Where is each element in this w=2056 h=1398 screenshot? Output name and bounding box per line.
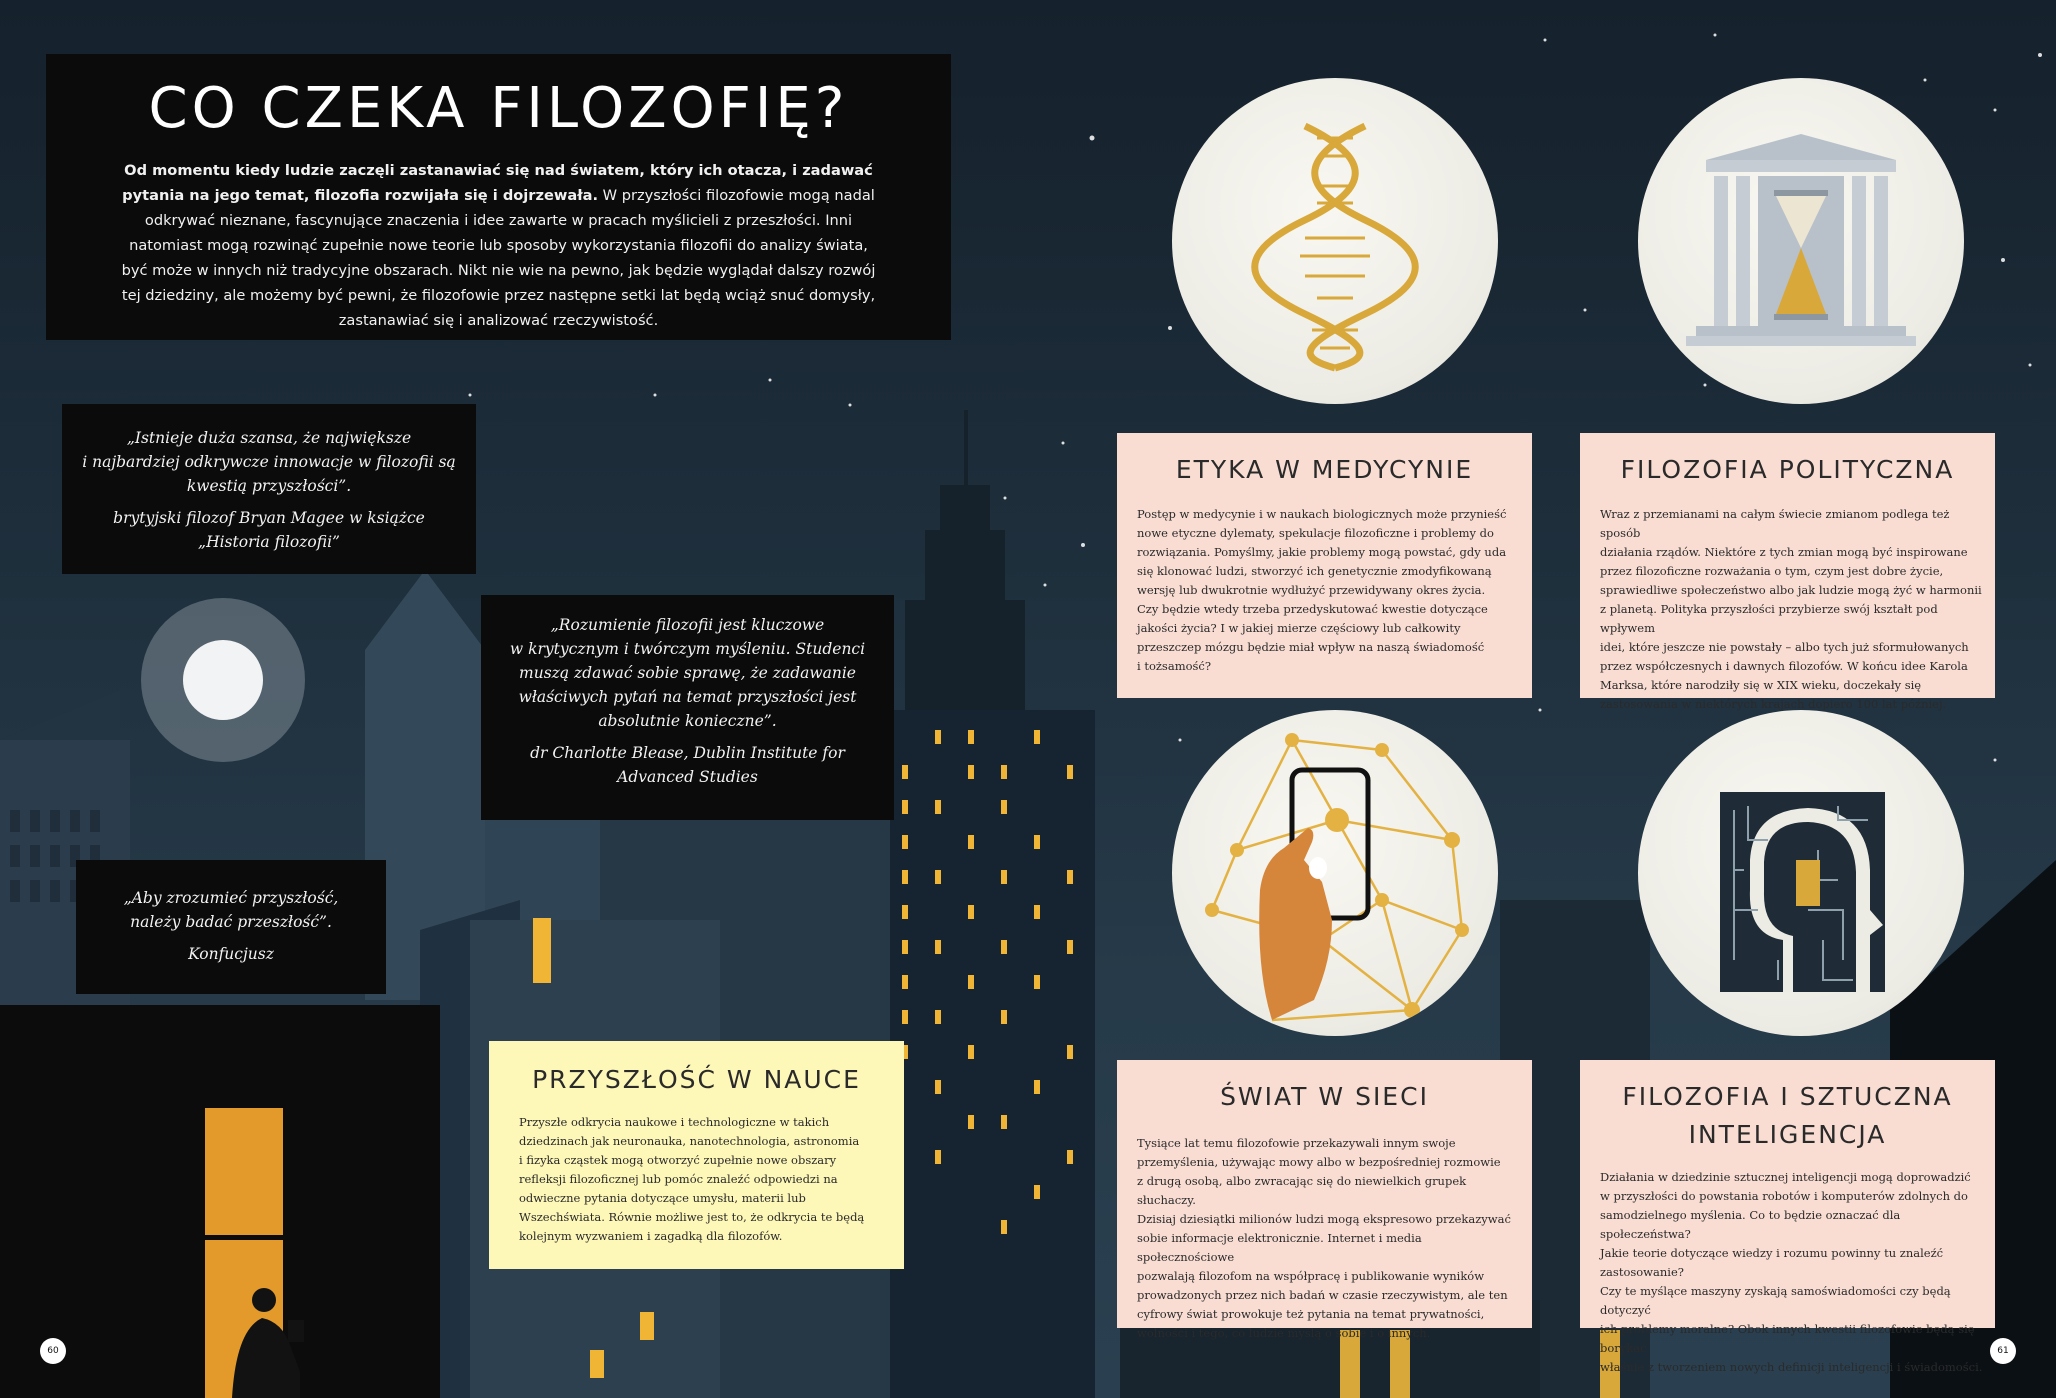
card-line: przeszczep mózgu będzie miał wpływ na naszą świadomość [1137,640,1485,654]
network-illustration [1172,710,1498,1036]
temple-hourglass-icon [1638,78,1964,404]
temple-illustration [1638,78,1964,404]
card-line: i tożsamość? [1137,659,1212,673]
card-line: sprawiedliwe społeczeństwo albo jak ludzie mogą żyć w harmonii [1600,583,1982,597]
card-title: ŚWIAT W SIECI [1220,1082,1429,1111]
card-swiat-w-sieci [1117,1060,1532,1340]
card-title: INTELIGENCJA [1688,1120,1887,1149]
card-line: dziedzinach jak neuronauka, nanotechnologia, astronomia [519,1134,860,1148]
card-line: się klonować ludzi, stworzyć ich genetycznie zmodyfikowaną [1137,564,1492,578]
card-line: wolności i tego, co ludzie myślą o sobie i o innych. [1137,1326,1431,1340]
card-line: refleksji filozoficznej lub pomóc znaleźć odpowiedzi na [519,1172,838,1186]
hand-phone-network-icon [1172,710,1498,1036]
card-line: rozwiązania. Pomyślmy, jakie problemy mogą powstać, gdy uda [1137,545,1507,559]
quote-line: absolutnie konieczne”. [598,712,777,730]
quote-line: „Rozumienie filozofii jest kluczowe [550,616,825,634]
quote-line: w krytycznym i twórczym myśleniu. Studenci [509,640,866,658]
card-filozofia-i-sztuczna-inteligencja [1580,1060,1995,1374]
card-line: jakości życia? I w jakiej mierze częściowy lub całkowity [1137,621,1461,635]
card-line: działania rządów. Niektóre z tych zmian mogą być inspirowane [1600,545,1968,559]
page-title: CO CZEKA FILOZOFIĘ? [148,76,849,141]
card-line: pozwalają filozofom na współpracę i publikowanie wyników [1137,1269,1485,1283]
card-line: Tysiące lat temu filozofowie przekazywali innym swoje [1137,1136,1456,1150]
dna-helix-icon [1172,78,1498,404]
quote-line: właściwych pytań na temat przyszłości jest [518,688,857,706]
card-line: idei, które jeszcze nie powstały – albo tych już sformułowanych [1600,640,1969,654]
quote-line: „Istnieje duża szansa, że największe [126,429,412,447]
quote-author: Konfucjusz [188,945,274,963]
card-line: Dzisiaj dziesiątki milionów ludzi mogą ekspresowo przekazywać [1137,1212,1511,1226]
quote-line: muszą zdawać sobie sprawę, że zadawanie [519,664,856,682]
quote-line: i najbardziej odkrywcze innowacje w filozofii są [82,453,456,471]
card-title: ETYKA W MEDYCYNIE [1175,455,1474,484]
page-number-left: 60 [40,1338,66,1364]
card-title: FILOZOFIA I SZTUCZNA [1622,1082,1953,1111]
card-line: wersję lub dwukrotnie wydłużyć przewidywany okres życia. [1137,583,1486,597]
card-line: Czy te myślące maszyny zyskają samoświadomości czy będą dotyczyć [1600,1284,1951,1317]
page-number-right: 61 [1990,1338,2016,1364]
card-line: ich problemy moralne? Obok innych kwestii filozofowie będą się borykać [1600,1322,1975,1355]
card-line: przez współczesnych i dawnych filozofów. W końcu idee Karola [1600,659,1968,673]
intro-rest: W przyszłości filozofowie mogą nadal odkrywać nieznane, fascynujące znaczenia i idee zawarte w pracach myślicieli z przeszłości. Inni natomiast mogą rozwinąć zupełnie nowe teorie lub sposoby wykorzystania filozofii do analizy świata, być może w innych niż tradycyjne obszarach. Nikt nie wie na pewno, jak będzie wyglądał dalszy rozwój tej dziedziny, ale możemy być pewni, że filozofowie przez następne setki lat będą wciąż snuć domysły, zastanawiać się i analizować rzeczywistość. [121,187,876,329]
quote-line: należy badać przeszłość”. [130,913,332,931]
card-title: FILOZOFIA POLITYCZNA [1620,455,1955,484]
card-title: PRZYSZŁOŚĆ W NAUCE [532,1065,861,1094]
card-line: sobie informacje elektronicznie. Internet i media społecznościowe [1137,1231,1422,1264]
card-line: przez filozoficzne rozważania o tym, czym jest dobre życie, [1600,564,1944,578]
card-line: Przyszłe odkrycia naukowe i technologiczne w takich [519,1115,830,1129]
intro-text [118,158,879,333]
quote-author: „Historia filozofii” [198,533,340,551]
quote-line: kwestią przyszłości”. [186,477,352,495]
quote-line: „Aby zrozumieć przyszłość, [123,889,339,907]
dna-illustration [1172,78,1498,404]
card-line: Wraz z przemianami na całym świecie zmianom podlega też sposób [1600,507,1950,540]
intro-bold: Od momentu kiedy ludzie zaczęli zastanawiać się nad światem, który ich otacza, i zadawać pytania na jego temat, filozofia rozwijała się i dojrzewała. [122,162,873,204]
card-line: nowe etyczne dylematy, spekulacje filozoficzne i problemy do [1137,526,1494,540]
card-line: przemyślenia, używając mowy albo w bezpośredniej rozmowie [1137,1155,1501,1169]
card-line: Czy będzie wtedy trzeba przedyskutować kwestie dotyczące [1137,602,1488,616]
card-line: kolejnym wyzwaniem i zagadką dla filozofów. [519,1229,783,1243]
card-line: Jakie teorie dotyczące wiedzy i rozumu powinny tu znaleźć zastosowanie? [1600,1246,1944,1279]
quote-author: brytyjski filozof Bryan Magee w książce [113,509,425,527]
card-line: samodzielnego myślenia. Co to będzie oznaczać dla społeczeństwa? [1600,1208,1901,1241]
card-line: Działania w dziedzinie sztucznej inteligencji mogą doprowadzić [1600,1170,1971,1184]
card-line: Wszechświata. Równie możliwe jest to, że odkrycia te będą [519,1210,865,1224]
card-przyszlosc-w-nauce [489,1041,904,1269]
card-line: właśnie z tworzeniem nowych definicji inteligencji i świadomości. [1600,1360,1983,1374]
card-etyka-w-medycynie [1117,433,1532,698]
quote-konfucjusz [76,860,386,994]
quote-blease [481,595,894,820]
card-line: zastosowania w niektórych krajach dopiero 100 lat później. [1600,697,1947,711]
card-line: i fizyka cząstek mogą otworzyć zupełnie nowe obszary [519,1153,837,1167]
card-filozofia-polityczna [1580,433,1995,711]
card-line: Marksa, które narodziły się w XIX wieku, doczekały się [1600,678,1922,692]
card-line: Postęp w medycynie i w naukach biologicznych może przynieść [1137,507,1507,521]
ai-illustration [1638,710,1964,1036]
card-line: cyfrowy świat prowokuje też pytania na temat prywatności, [1137,1307,1485,1321]
card-line: z drugą osobą, albo zwracając się do niewielkich grupek słuchaczy. [1137,1174,1467,1207]
card-line: prowadzonych przez nich badań w czasie rzeczywistym, ale ten [1137,1288,1508,1302]
card-line: w przyszłości do powstania robotów i komputerów zdolnych do [1600,1189,1968,1203]
quote-author: Advanced Studies [617,768,758,786]
quote-magee [62,404,476,574]
card-line: z planetą. Polityka przyszłości przybierze swój kształt pod wpływem [1600,602,1938,635]
card-line: odwieczne pytania dotyczące umysłu, materii lub [519,1191,806,1205]
quote-author: dr Charlotte Blease, Dublin Institute for [530,744,845,762]
intro-panel [46,54,951,340]
circuit-head-icon [1638,710,1964,1036]
